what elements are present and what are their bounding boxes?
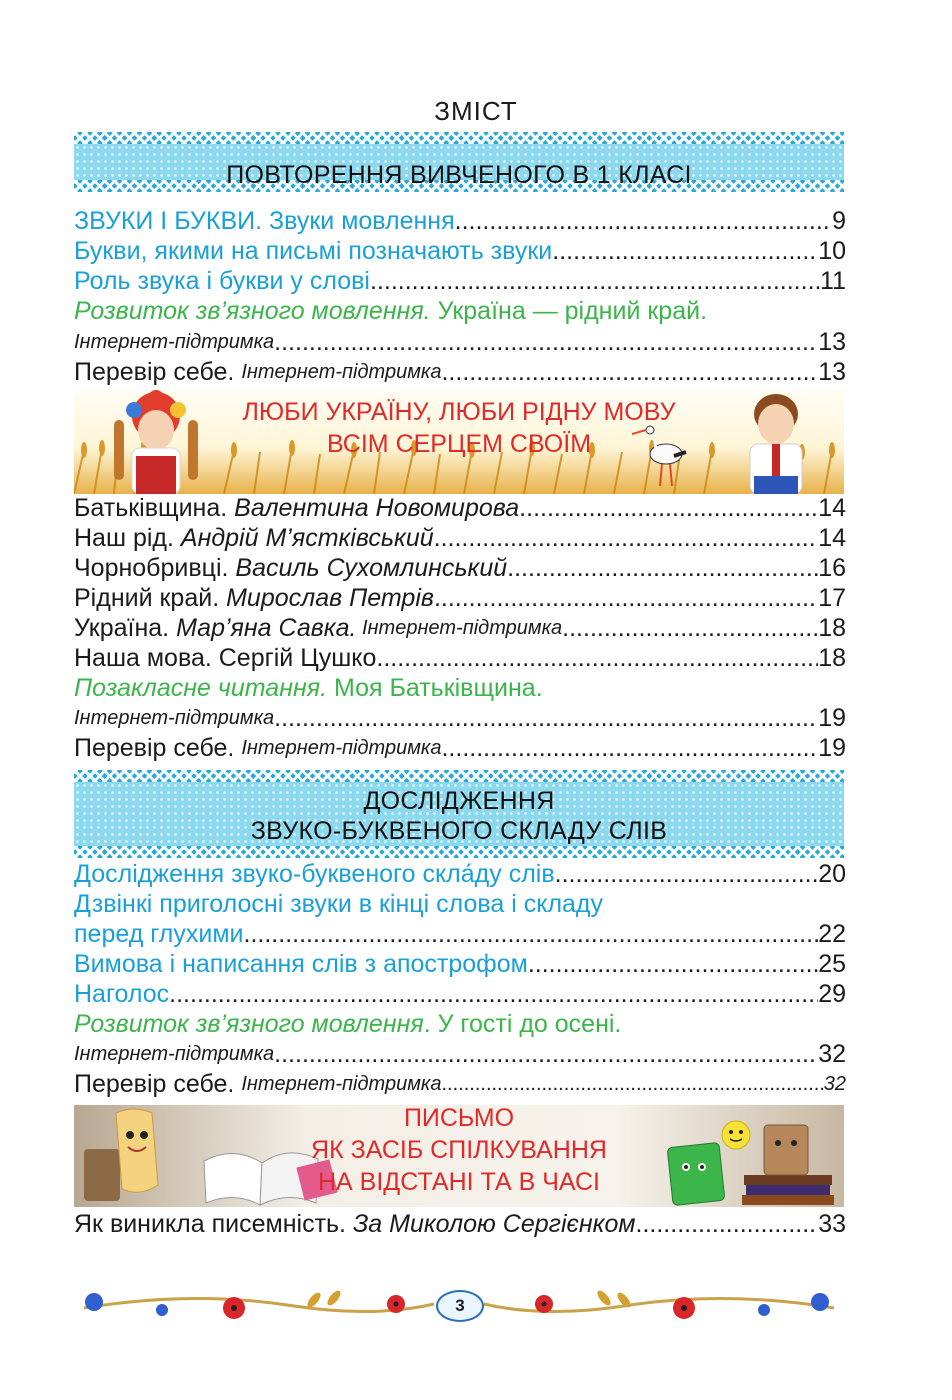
toc-entry[interactable]: Інтернет-підтримка ..... 13 — [74, 327, 846, 357]
toc-entry[interactable]: Перевір себе. Інтернет-підтримка ..... 32 — [74, 1069, 846, 1099]
leader-dots — [528, 949, 818, 979]
page-ref: 16 — [818, 554, 846, 582]
leader-dots — [441, 733, 818, 763]
section-heading-3-line2: ЗВУКО-БУКВЕНОГО СКЛАДУ СЛІВ — [250, 817, 668, 845]
toc-entry[interactable]: Вимова і написання слів з апострофом ..... 25 — [74, 949, 846, 979]
toc-entry[interactable]: Україна. Мар’яна Савка. Інтернет-підтримка ..... 18 — [74, 613, 846, 643]
toc-entry[interactable]: Інтернет-підтримка ..... 32 — [74, 1039, 846, 1069]
leader-dots — [434, 523, 819, 553]
page-ref: 17 — [818, 584, 846, 612]
page-ref: 13 — [818, 328, 846, 356]
page-ref: 13 — [818, 358, 846, 386]
leader-dots — [555, 859, 819, 889]
toc-entry[interactable]: перед глухими ..... 22 — [74, 919, 846, 949]
toc-entry[interactable]: Чорнобривці. Василь Сухомлинський ..... 16 — [74, 553, 846, 583]
section-heading-4-line3: НА ВІДСТАНІ ТА В ЧАСІ — [318, 1168, 600, 1196]
toc-entry[interactable]: Перевір себе. Інтернет-підтримка ..... 19 — [74, 733, 846, 763]
leader-dots — [519, 493, 818, 523]
toc-entry[interactable]: Інтернет-підтримка ..... 19 — [74, 703, 846, 733]
page-title: ЗМІСТ — [434, 96, 518, 126]
leader-dots — [441, 357, 818, 387]
section-heading-2-line1: ЛЮБИ УКРАЇНУ, ЛЮБИ РІДНУ МОВУ — [242, 398, 676, 426]
toc-entry[interactable]: Рідний край. Мирослав Петрів ..... 17 — [74, 583, 846, 613]
leader-dots — [552, 236, 818, 266]
toc-entry[interactable]: Дзвінкі приголосні звуки в кінці слова і складу — [74, 890, 604, 918]
section-heading-2-line2: ВСІМ СЕРЦЕМ СВОЇМ — [326, 430, 592, 458]
leader-dots — [274, 703, 818, 733]
toc-entry[interactable]: Дослідження звуко-буквеного скла́ду слів ..... 20 — [74, 859, 846, 889]
page-ref: 14 — [818, 524, 846, 552]
page-ref: 33 — [818, 1210, 846, 1238]
toc-entry[interactable]: ЗВУКИ І БУКВИ. Звуки мовлення ..... 9 — [74, 206, 846, 236]
page-ref: 10 — [818, 237, 846, 265]
page-ref: 25 — [818, 950, 846, 978]
section-heading-4-line1: ПИСЬМО — [403, 1104, 515, 1132]
section-heading-4-line2: ЯК ЗАСІБ СПІЛКУВАННЯ — [311, 1136, 607, 1164]
leader-dots — [169, 979, 818, 1009]
leader-dots — [441, 1069, 823, 1099]
toc-entry[interactable]: Роль звука і букви у слові ..... 11 — [74, 266, 846, 296]
leader-dots — [562, 613, 818, 643]
leader-dots — [455, 206, 832, 236]
leader-dots — [274, 1039, 818, 1069]
toc-entry[interactable]: Розвиток зв’язного мовлення . У гості до осені. — [74, 1010, 622, 1038]
toc-entry[interactable]: Як виникла писемність. За Миколою Сергієнком ..... 33 — [74, 1209, 846, 1239]
page-ref: 18 — [818, 644, 846, 672]
toc-entry[interactable]: Перевір себе. Інтернет-підтримка ..... 13 — [74, 357, 846, 387]
toc-entry[interactable]: Наша мова. Сергій Цушко ..... 18 — [74, 643, 846, 673]
toc-entry[interactable]: Розвиток зв’язного мовлення. Україна — рідний край. — [74, 297, 708, 325]
toc-entry[interactable]: Наш рід. Андрій М’ястківський ..... 14 — [74, 523, 846, 553]
page-ref: 22 — [818, 920, 846, 948]
leader-dots — [507, 553, 818, 583]
toc-entry[interactable]: Позакласне читання. Моя Батьківщина. — [74, 674, 543, 702]
toc-entry[interactable]: Наголос ..... 29 — [74, 979, 846, 1009]
page-ref: 32 — [823, 1073, 846, 1095]
toc-entry[interactable]: Букви, якими на письмі позначають звуки ..... 10 — [74, 236, 846, 266]
page-ref: 19 — [818, 704, 846, 732]
page-ref: 14 — [818, 494, 846, 522]
page-ref: 18 — [818, 614, 846, 642]
toc-entry[interactable]: Батьківщина. Валентина Новомирова ..... 14 — [74, 493, 846, 523]
page-ref: 19 — [818, 734, 846, 762]
section-heading-1: ПОВТОРЕННЯ ВИВЧЕНОГО В 1 КЛАСІ — [226, 161, 692, 189]
leader-dots — [370, 266, 820, 296]
leader-dots — [376, 643, 818, 673]
leader-dots — [274, 327, 818, 357]
section-heading-3-line1: ДОСЛІДЖЕННЯ — [363, 787, 555, 815]
page-number: 3 — [436, 1290, 484, 1322]
page-ref: 11 — [820, 267, 846, 295]
page-ref: 32 — [818, 1040, 846, 1068]
leader-dots — [244, 919, 819, 949]
page-ref: 20 — [818, 860, 846, 888]
page-ref: 9 — [832, 207, 846, 235]
page-ref: 29 — [818, 980, 846, 1008]
leader-dots — [434, 583, 818, 613]
leader-dots — [636, 1209, 819, 1239]
